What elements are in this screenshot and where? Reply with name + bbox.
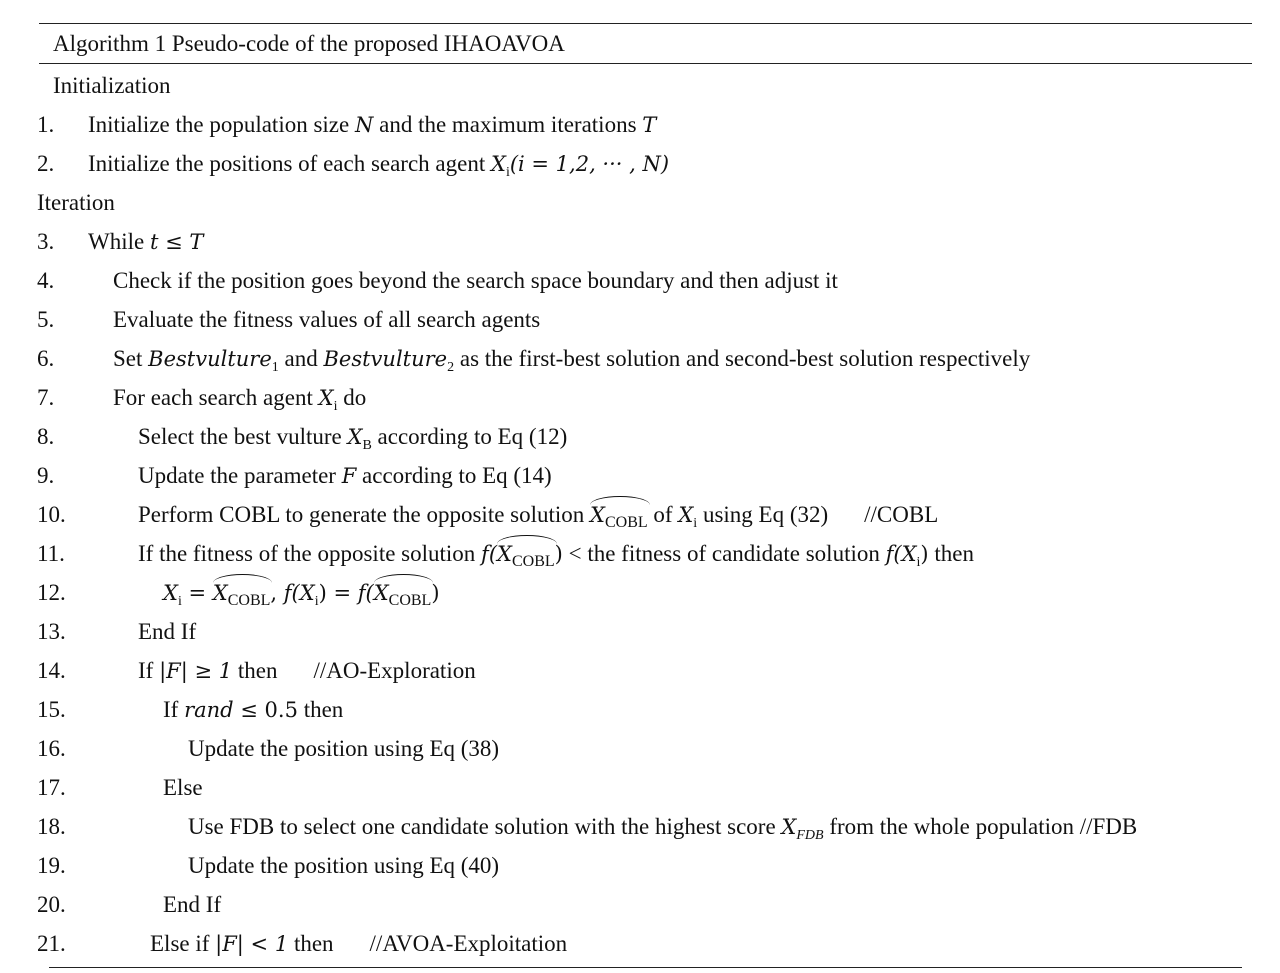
line-number: 13. — [37, 619, 66, 644]
line-content: Update the position using Eq (40) — [188, 853, 500, 878]
tilde-accent: $X_{COBL}$ — [212, 581, 271, 609]
line-content: End If — [138, 619, 197, 644]
line-content: Update the position using Eq (38) — [188, 736, 500, 761]
bottom-rule — [49, 967, 1242, 968]
line-number: 11. — [37, 541, 65, 566]
section-initialization: Initialization — [53, 73, 171, 98]
line-content: For each search agent $X_i$ do — [113, 385, 367, 414]
line-content: Evaluate the fitness values of all search agents — [113, 307, 541, 332]
line-content: Else if |F| < 1 then //AVOA-Exploitation — [150, 931, 568, 956]
line-content: Select the best vulture $X_B$ according to Eq (12) — [138, 424, 568, 453]
line-number: 19. — [37, 853, 66, 878]
tilde-accent: $X_{COBL}$ — [590, 503, 648, 531]
algorithm-line-14 — [0, 657, 1280, 687]
line-number: 14. — [37, 658, 66, 683]
algorithm-line-2 — [0, 150, 1280, 180]
algorithm-line-13 — [0, 618, 1280, 648]
algorithm-line-15 — [0, 696, 1280, 726]
algorithm-line-20 — [0, 891, 1280, 921]
algorithm-line-16 — [0, 735, 1280, 765]
top-rule — [39, 23, 1252, 24]
algorithm-line-6 — [0, 345, 1280, 375]
algorithm-line-19 — [0, 852, 1280, 882]
line-content: If |F| ≥ 1 then //AO-Exploration — [138, 658, 476, 683]
line-number: 10. — [37, 502, 66, 527]
algorithm-line-3 — [0, 228, 1280, 258]
line-number: 7. — [37, 385, 55, 410]
algorithm-line-9 — [0, 462, 1280, 492]
algorithm-title: Algorithm 1 Pseudo-code of the proposed IHAOAVOA — [53, 31, 565, 56]
line-number: 9. — [37, 463, 55, 488]
line-content: Use FDB to select one candidate solution with the highest score $X_{FDB}$ from the whole population //FDB — [188, 814, 1138, 843]
algorithm-line-5 — [0, 306, 1280, 336]
line-number: 16. — [37, 736, 66, 761]
header-rule — [39, 63, 1252, 64]
line-content: Check if the position goes beyond the search space boundary and then adjust it — [113, 268, 838, 293]
line-comment: //AO-Exploration — [313, 658, 476, 683]
line-content: If rand ≤ 0.5 then — [163, 697, 344, 722]
line-content: If the fitness of the opposite solution $f(X_{COBL})$ < the fitness of candidate solution $f(X_i)$ then — [138, 541, 974, 570]
line-comment: //COBL — [864, 502, 939, 527]
line-number: 6. — [37, 346, 55, 371]
line-number: 8. — [37, 424, 55, 449]
line-number: 17. — [37, 775, 66, 800]
algorithm-line-17 — [0, 774, 1280, 804]
line-number: 15. — [37, 697, 66, 722]
line-content: Perform COBL to generate the opposite solution $X_{COBL}$ of $X_i$ using Eq (32) //COBL — [138, 502, 939, 531]
tilde-accent: $X_{COBL}$ — [497, 542, 555, 570]
line-number: 1. — [37, 112, 55, 137]
line-number: 4. — [37, 268, 55, 293]
section-iteration: Iteration — [37, 190, 115, 215]
algorithm-line-21 — [0, 930, 1280, 960]
line-number: 2. — [37, 151, 55, 176]
tilde-accent: $X_{COBL}$ — [373, 581, 432, 609]
algorithm-line-12 — [0, 579, 1280, 609]
line-content: $X_i = X_{COBL}$, $f(X_i) = f(X_{COBL})$ — [163, 581, 440, 609]
algorithm-line-11 — [0, 540, 1280, 570]
line-number: 5. — [37, 307, 55, 332]
algorithm-line-1 — [0, 111, 1280, 141]
algorithm-line-10 — [0, 501, 1280, 531]
line-comment: //AVOA-Exploitation — [369, 931, 568, 956]
line-content: Set Bestvulture$_1$ and Bestvulture$_2$ as the first-best solution and second-best solution respectively — [113, 346, 1031, 375]
algorithm-line-7 — [0, 384, 1280, 414]
line-number: 3. — [37, 229, 55, 254]
line-number: 18. — [37, 814, 66, 839]
line-number: 12. — [37, 580, 66, 605]
line-content: Update the parameter F according to Eq (14) — [138, 463, 552, 488]
algorithm-line-4 — [0, 267, 1280, 297]
line-content: End If — [163, 892, 222, 917]
line-number: 20. — [37, 892, 66, 917]
line-content: Initialize the population size N and the maximum iterations T — [88, 112, 657, 137]
algorithm-line-8 — [0, 423, 1280, 453]
algorithm-line-18 — [0, 813, 1280, 843]
line-content: While t ≤ T — [88, 229, 204, 254]
line-content: Else — [163, 775, 203, 800]
line-content: Initialize the positions of each search agent $X_i(i = 1,2$, ··· , N) — [88, 151, 670, 180]
line-number: 21. — [37, 931, 66, 956]
